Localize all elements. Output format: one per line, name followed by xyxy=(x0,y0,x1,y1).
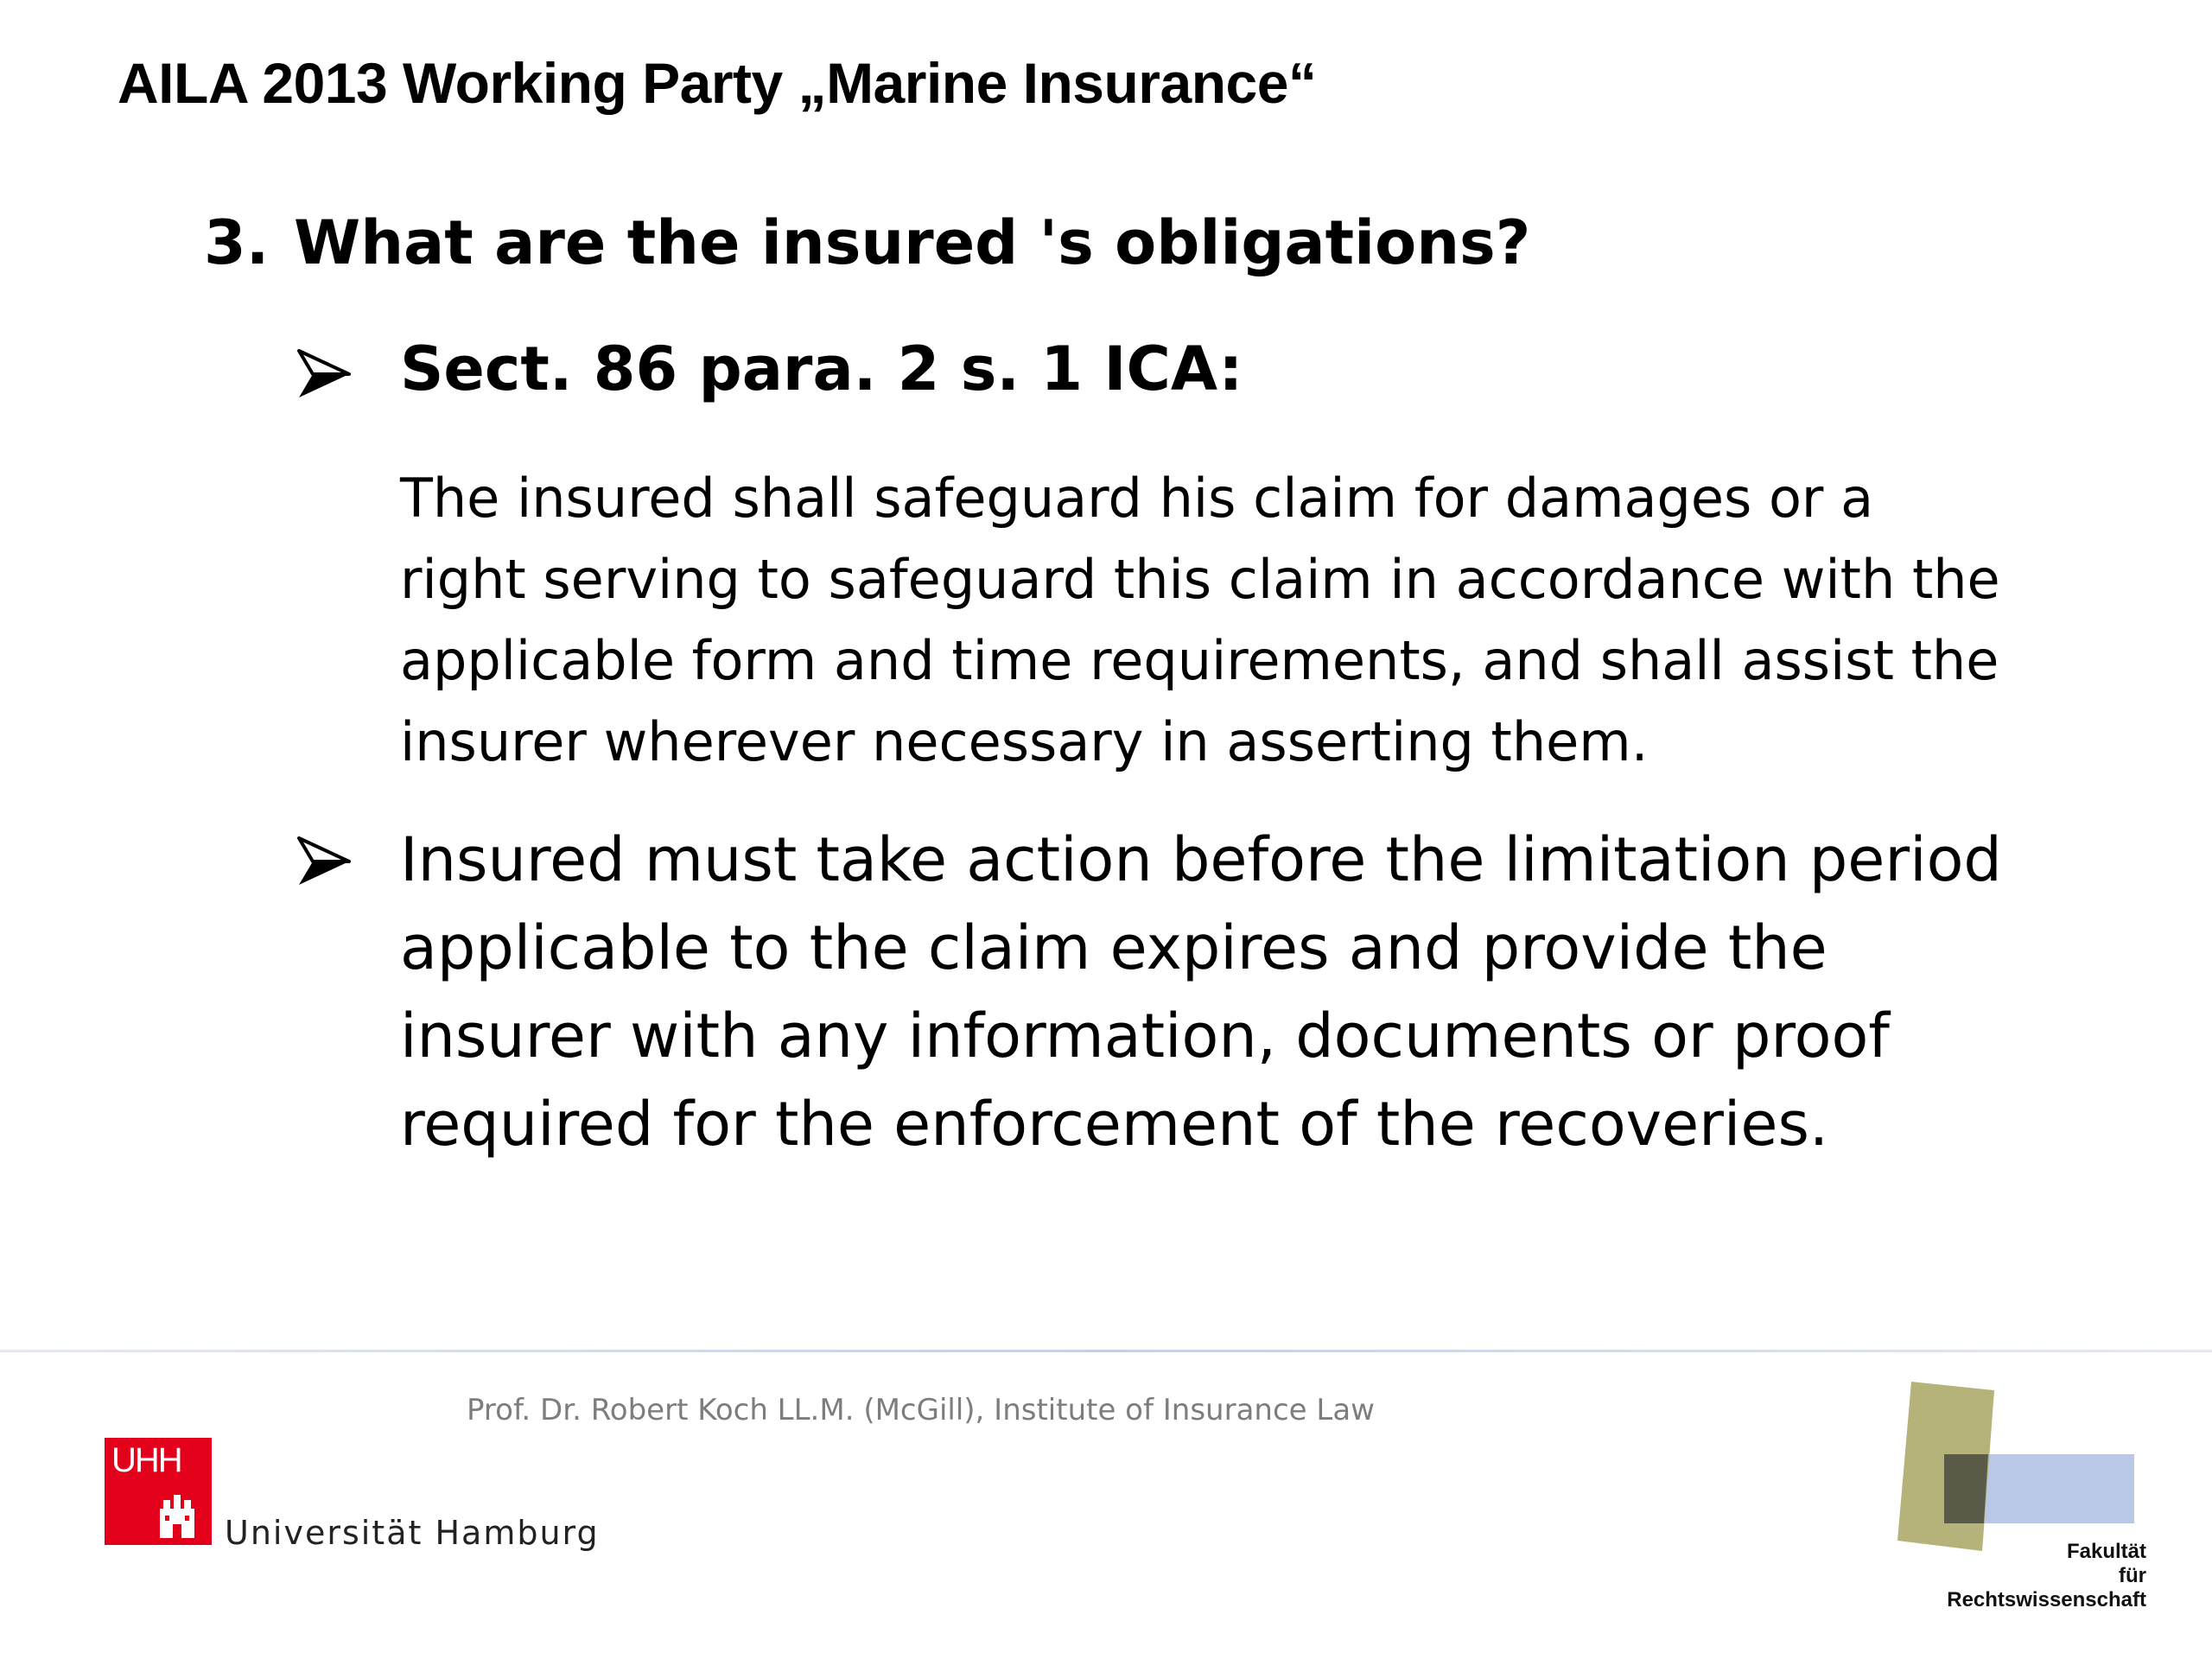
faculty-line: für xyxy=(2119,1564,2146,1587)
statute-quote: The insured shall safeguard his claim for damages or a right serving to safeguard this claim in accordance with the applicable form and time requirements, and shall assist the insurer wherever necessary in asserting them. xyxy=(400,467,2000,773)
faculty-logo-icon xyxy=(1892,1378,2152,1564)
uhh-logo-abbr: UHH xyxy=(111,1441,181,1479)
slide-header-title: AILA 2013 Working Party „Marine Insurance“ xyxy=(118,51,1317,115)
footer-credit: Prof. Dr. Robert Koch LL.M. (McGill), Institute of Insurance Law xyxy=(467,1393,1375,1427)
footer-divider xyxy=(0,1350,2212,1352)
section-heading xyxy=(204,207,1530,278)
castle-icon xyxy=(156,1493,198,1538)
uhh-logo-icon xyxy=(105,1438,212,1545)
bullet-heading: Sect. 86 para. 2 s. 1 ICA: xyxy=(400,334,1243,404)
bullet-text: Insured must take action before the limitation period applicable to the claim expires and provide the insurer with any information, documents or proof required for the enforcement of the recoveries. xyxy=(400,824,2002,1160)
arrow-bullet-icon xyxy=(294,831,354,892)
faculty-line: Fakultät xyxy=(2066,1540,2146,1563)
section-heading-text: What are the insured 's obligations? xyxy=(294,207,1531,278)
faculty-line: Rechtswissenschaft xyxy=(1947,1588,2146,1611)
arrow-bullet-icon xyxy=(294,344,354,404)
faculty-name xyxy=(1947,1540,2146,1612)
university-name: Universität Hamburg xyxy=(225,1514,600,1552)
section-number: 3. xyxy=(204,207,270,278)
